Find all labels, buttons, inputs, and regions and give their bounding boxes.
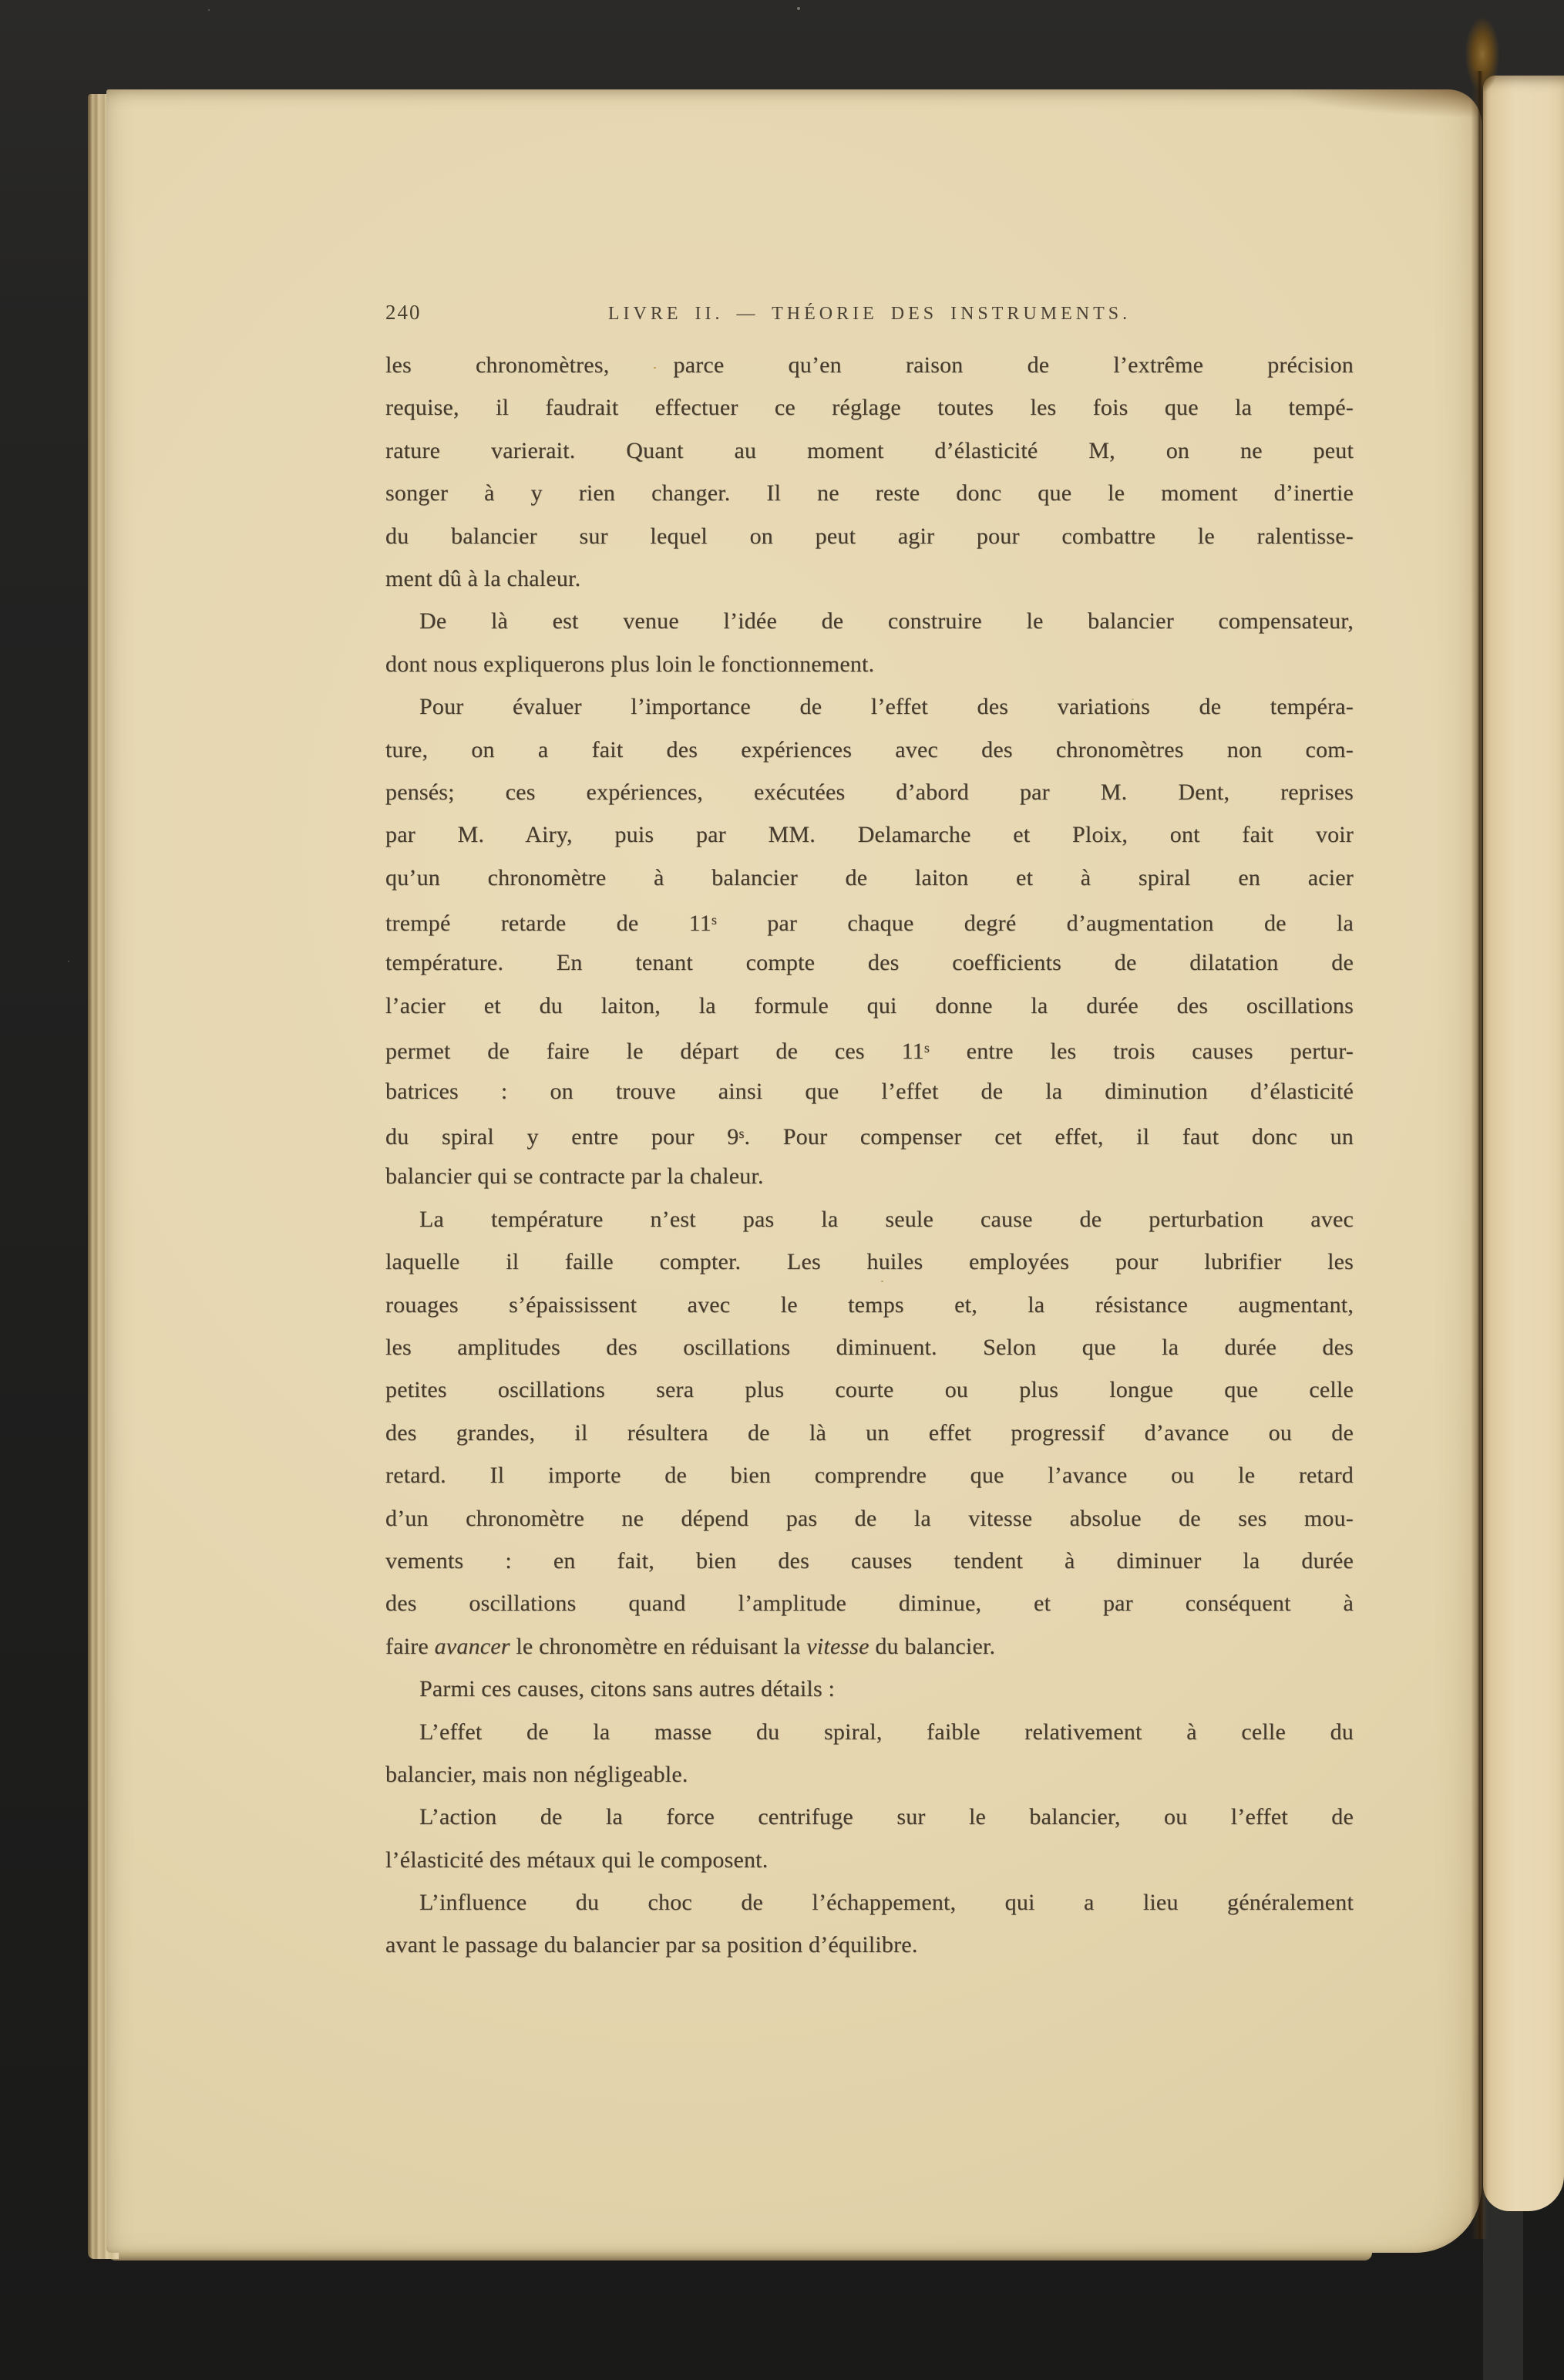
superscript-text: s: [711, 912, 717, 928]
text-segment: du spiral y entre pour 9: [385, 1124, 739, 1150]
text-line: [385, 1027, 1354, 1069]
text-segment: Pour évaluer l’importance de l’effet des variations de tempéra-: [419, 694, 1354, 720]
text-segment: Parmi ces causes, citons sans autres détails :: [419, 1676, 836, 1702]
text-line: [385, 1113, 1354, 1155]
text-line: [385, 515, 1354, 557]
text-segment: du balancier.: [869, 1633, 996, 1659]
text-line: [385, 472, 1354, 514]
text-segment: requise, il faudrait effectuer ce réglage toutes les fois que la tempé-: [385, 395, 1354, 421]
text-segment: l’élasticité des métaux qui le composent.: [385, 1846, 769, 1873]
superscript-text: s: [923, 1040, 930, 1056]
text-segment: . Pour compenser cet effet, il faut donc un: [744, 1124, 1354, 1150]
text-line: [385, 985, 1354, 1027]
text-segment: les chronomètres, parce qu’en raison de l’extrême précision: [385, 352, 1354, 378]
text-segment: qu’un chronomètre à balancier de laiton et à spiral en acier: [385, 864, 1354, 890]
text-segment: L’influence du choc de l’échappement, qui a lieu généralement: [419, 1890, 1354, 1916]
text-segment: permet de faire le départ de ces 11: [385, 1039, 924, 1065]
text-line: [385, 685, 1354, 728]
page-top-curl-shadow: [1273, 89, 1482, 125]
text-line: [385, 1368, 1354, 1411]
text-segment: par M. Airy, puis par MM. Delamarche et Ploix, ont fait voir: [385, 822, 1354, 848]
text-line: [385, 344, 1354, 386]
text-line: [385, 429, 1354, 472]
text-segment: trempé retarde de 11: [385, 911, 711, 937]
text-segment: température. En tenant compte des coefficients de dilatation de: [385, 950, 1354, 976]
text-segment: d’un chronomètre ne dépend pas de la vitesse absolue de ses mou-: [385, 1505, 1354, 1531]
superscript-text: s: [738, 1126, 745, 1142]
running-header-title: LIVRE II. — THÉORIE DES INSTRUMENTS.: [607, 304, 1132, 324]
text-line: [385, 1155, 1354, 1197]
book-board-strip: [1483, 2186, 1523, 2380]
text-line: [385, 857, 1354, 899]
text-segment: petites oscillations sera plus courte ou plus longue que celle: [385, 1377, 1354, 1403]
italic-text: vitesse: [806, 1633, 869, 1659]
text-segment: pensés; ces expériences, exécutées d’abord par M. Dent, reprises: [385, 779, 1354, 805]
text-line: [385, 771, 1354, 813]
text-segment: ment dû à la chaleur.: [385, 565, 581, 591]
text-segment: des oscillations quand l’amplitude diminue, et par conséquent à: [385, 1591, 1354, 1617]
text-line: [385, 899, 1354, 941]
text-segment: ture, on a fait des expériences avec des chronomètres non com-: [385, 736, 1354, 762]
dust-specks: [0, 0, 2, 2]
text-line: [385, 1070, 1354, 1113]
paper-fibers: [106, 89, 109, 91]
text-segment: retard. Il importe de bien comprendre que l’avance ou le retard: [385, 1463, 1354, 1489]
text-segment: laquelle il faille compter. Les huiles employées pour lubrifier les: [385, 1249, 1354, 1275]
text-segment: du balancier sur lequel on peut agir pour combattre le ralentisse-: [385, 523, 1354, 549]
text-line: [385, 1839, 1354, 1881]
text-line: [385, 1582, 1354, 1624]
text-segment: par chaque degré d’augmentation de la: [716, 911, 1354, 937]
text-line: [385, 1540, 1354, 1582]
text-line: [385, 1924, 1354, 1966]
text-line: [385, 1753, 1354, 1796]
text-line: [385, 1284, 1354, 1326]
text-line: [385, 813, 1354, 856]
text-line: [385, 1240, 1354, 1283]
text-line: [385, 386, 1354, 429]
text-line: [385, 1711, 1354, 1753]
text-line: [385, 1326, 1354, 1368]
text-line: [385, 941, 1354, 984]
text-line: [385, 1412, 1354, 1454]
book-page: [106, 89, 1482, 2253]
text-line: [385, 1454, 1354, 1496]
text-line: [385, 1625, 1354, 1668]
text-segment: De là est venue l’idée de construire le balancier compensateur,: [419, 608, 1354, 635]
text-line: [385, 1881, 1354, 1924]
text-segment: songer à y rien changer. Il ne reste donc que le moment d’inertie: [385, 480, 1354, 507]
text-segment: entre les trois causes pertur-: [929, 1039, 1354, 1065]
text-line: [385, 643, 1354, 685]
text-segment: faire: [385, 1633, 435, 1659]
text-segment: rature varierait. Quant au moment d’élasticité M, on ne peut: [385, 437, 1354, 463]
facing-page-edge: [1483, 76, 1564, 2211]
text-segment: vements : en fait, bien des causes tendent à diminuer la durée: [385, 1547, 1354, 1574]
text-segment: l’acier et du laiton, la formule qui donne la durée des oscillations: [385, 992, 1354, 1018]
text-segment: L’effet de la masse du spiral, faible relativement à celle du: [419, 1719, 1354, 1745]
text-segment: les amplitudes des oscillations diminuent. Selon que la durée des: [385, 1334, 1354, 1360]
text-block: [385, 344, 1354, 1967]
text-line: [385, 600, 1354, 642]
text-line: [385, 1668, 1354, 1710]
text-segment: La température n’est pas la seule cause de perturbation avec: [419, 1206, 1354, 1232]
text-segment: balancier, mais non négligeable.: [385, 1761, 688, 1787]
text-segment: balancier qui se contracte par la chaleur.: [385, 1163, 764, 1190]
text-segment: dont nous expliquerons plus loin le fonctionnement.: [385, 651, 875, 677]
text-line: [385, 1497, 1354, 1540]
text-line: [385, 1198, 1354, 1240]
page-number: 240: [385, 301, 422, 324]
text-segment: batrices : on trouve ainsi que l’effet de la diminution d’élasticité: [385, 1078, 1354, 1104]
italic-text: avancer: [434, 1633, 510, 1659]
text-line: [385, 557, 1354, 600]
gutter-crease: [1471, 71, 1488, 2239]
text-segment: rouages s’épaississent avec le temps et, la résistance augmentant,: [385, 1291, 1354, 1318]
text-line: [385, 1796, 1354, 1838]
text-line: [385, 729, 1354, 771]
text-segment: L’action de la force centrifuge sur le balancier, ou l’effet de: [419, 1804, 1354, 1830]
text-segment: avant le passage du balancier par sa position d’équilibre.: [385, 1932, 918, 1958]
text-segment: des grandes, il résultera de là un effet progressif d’avance ou de: [385, 1419, 1354, 1446]
text-segment: le chronomètre en réduisant la: [510, 1633, 807, 1659]
